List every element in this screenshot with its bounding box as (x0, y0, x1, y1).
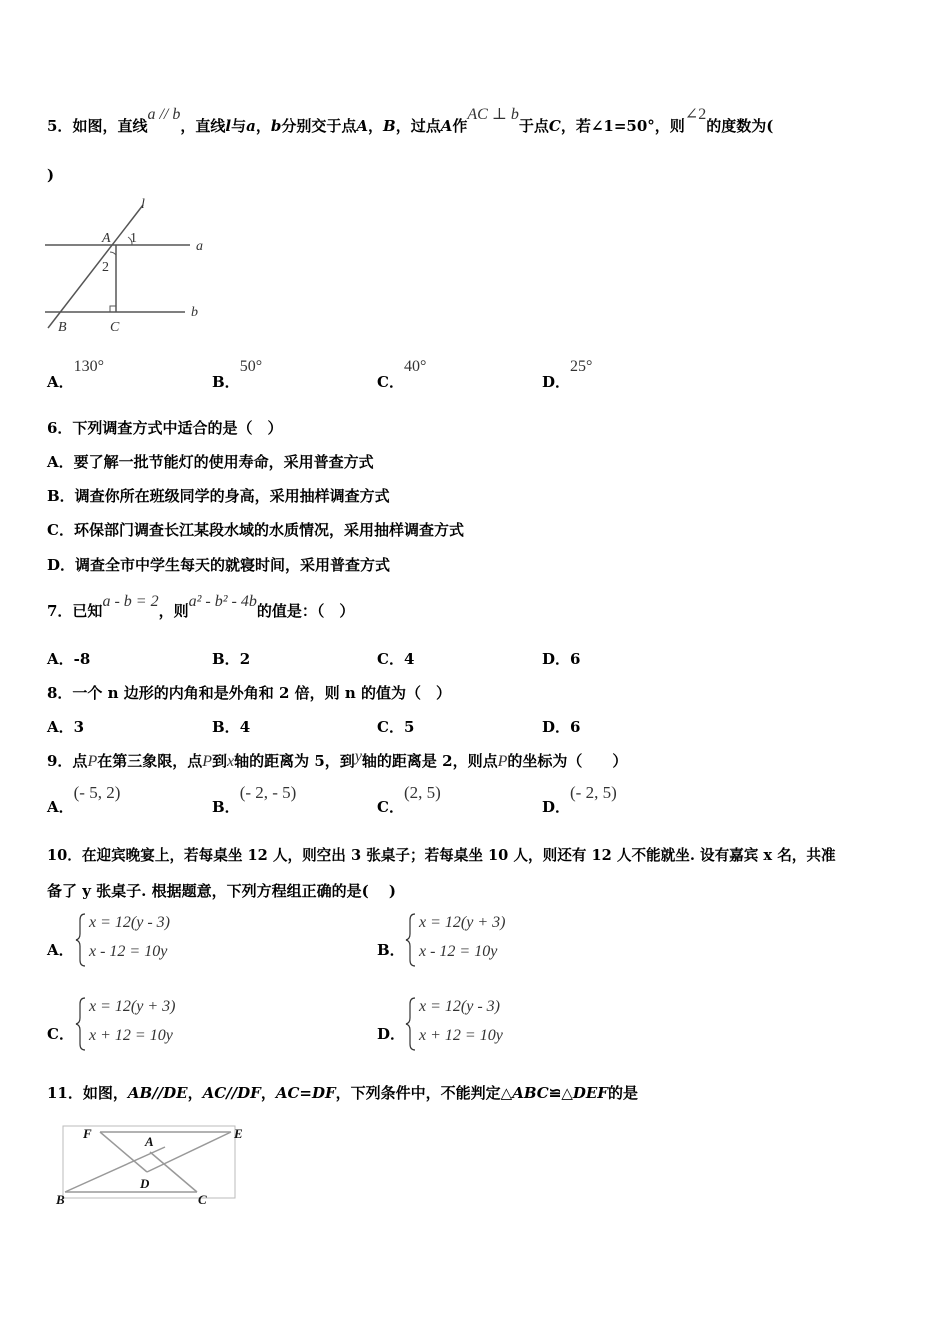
q10-stem-line2: 备了 y 张桌子. 根据题意，下列方程组正确的是( ) (47, 882, 397, 900)
q9-option-d[interactable] (542, 782, 617, 816)
q5-close-paren: ) (47, 166, 55, 184)
q11-math: AC//DF (202, 1084, 261, 1102)
q5-text: ， (255, 117, 271, 135)
option-label: B． (212, 650, 240, 668)
q5-var-l: l (225, 117, 232, 135)
q11-math: ABC (512, 1084, 549, 1102)
option-value: 130° (73, 358, 105, 375)
q9-var-y: y (354, 748, 362, 765)
q7-option-d[interactable] (542, 648, 580, 669)
q8-stem: 8．一个 n 边形的内角和是外角和 2 倍，则 n 的值为（ ） (47, 684, 452, 702)
q8-option-b[interactable] (212, 716, 250, 737)
option-label: A． (47, 798, 74, 816)
fig-label-B: B (56, 1192, 65, 1207)
option-label: D． (542, 798, 571, 816)
option-value: 25° (570, 358, 593, 375)
fig-label-1: 1 (130, 231, 137, 246)
q5-number: 5． (47, 117, 73, 135)
q5-option-d[interactable] (542, 355, 593, 391)
option-label: C． (377, 718, 404, 736)
equation-1: x = 12(y - 3) (419, 998, 500, 1015)
left-brace-icon (75, 912, 87, 968)
q11-text: 的是 (607, 1084, 638, 1102)
q11-math: AB//DE (127, 1084, 188, 1102)
q9-option-b[interactable] (212, 782, 297, 816)
q5-point-a: A (356, 117, 368, 135)
option-label: B． (212, 718, 240, 736)
q9-text: 到 (212, 752, 228, 770)
option-value: (- 2, - 5) (239, 783, 297, 802)
q6-option-b[interactable]: B．调查你所在班级同学的身高，采用抽样调查方式 (47, 487, 390, 505)
q7-option-c[interactable] (377, 648, 414, 669)
equation-1: x = 12(y - 3) (89, 914, 170, 931)
q11-text: = (299, 1084, 312, 1102)
q5-text: 作 (452, 117, 468, 135)
q5-var-a: a (246, 117, 256, 135)
q7-text: 7．已知 (47, 602, 103, 620)
option-label: B． (212, 798, 240, 816)
fig-label-A: A (102, 231, 111, 246)
equation-1: x = 12(y + 3) (89, 998, 176, 1015)
q10-stem-line1: 10．在迎宾晚宴上，若每桌坐 12 人，则空出 3 张桌子；若每桌坐 10 人，则还有 12 人不能就坐. 设有嘉宾 x 名，共准 (47, 847, 836, 864)
q11-figure (55, 1120, 250, 1210)
option-value: 6 (570, 650, 581, 668)
segment-ac (150, 1152, 197, 1192)
q6-option-d[interactable]: D．调查全市中学生每天的就寝时间，采用普查方式 (47, 556, 391, 574)
q8-option-c[interactable] (377, 716, 414, 737)
q9-option-a[interactable] (47, 782, 121, 816)
q9-text: 轴的距离是 2，则点 (361, 752, 498, 770)
fig-label-D: D (140, 1176, 150, 1191)
option-value: -8 (73, 650, 91, 668)
q9-text: 轴的距离为 5，到 (234, 752, 355, 770)
q8-option-d[interactable] (542, 716, 580, 737)
q7-math-expression: a² - b² - 4b (188, 593, 257, 610)
option-label: B． (377, 941, 405, 959)
q5-point-b: B (383, 117, 396, 135)
q11-math: AC (275, 1084, 300, 1102)
q11-text: 11．如图， (47, 1084, 128, 1102)
q9-var-p: P (87, 753, 98, 770)
q7-option-a[interactable] (47, 648, 90, 669)
q10-option-d[interactable] (377, 996, 597, 1052)
q5-text: 的度数为( (706, 117, 774, 135)
q9-var-p: P (497, 753, 508, 770)
q11-text: ， (260, 1084, 276, 1102)
equation-2: x - 12 = 10y (89, 943, 168, 960)
q11-math: DEF (572, 1084, 608, 1102)
q5-math-angle2: ∠2 (684, 106, 707, 123)
option-label: D． (542, 650, 571, 668)
option-value: 50° (239, 358, 263, 375)
q9-text: 在第三象限，点 (97, 752, 203, 770)
right-angle-mark (110, 306, 116, 312)
equation-2: x - 12 = 10y (419, 943, 498, 960)
q7-text: ，则 (158, 602, 189, 620)
q11-text: ，下列条件中，不能判定△ (335, 1084, 513, 1102)
q6-option-a[interactable]: A．要了解一批节能灯的使用寿命，采用普查方式 (47, 453, 374, 471)
equation-2: x + 12 = 10y (89, 1027, 173, 1044)
option-value: 2 (239, 650, 251, 668)
q11-stem (47, 1082, 638, 1103)
option-label: A． (47, 650, 74, 668)
q9-var-x: x (227, 753, 235, 770)
equation-2: x + 12 = 10y (419, 1027, 503, 1044)
q5-text: 与 (231, 117, 247, 135)
left-brace-icon (405, 912, 417, 968)
option-label: D． (542, 718, 571, 736)
q7-math-condition: a - b = 2 (102, 593, 159, 610)
option-value: 4 (239, 718, 251, 736)
q5-text: 分别交于点 (281, 117, 357, 135)
option-label: A． (47, 718, 74, 736)
q10-option-b[interactable] (377, 912, 597, 968)
q6-option-c[interactable]: C．环保部门调查长江某段水域的水质情况，采用抽样调查方式 (47, 521, 464, 539)
fig-label-b: b (191, 305, 198, 320)
fig-label-C: C (110, 320, 120, 335)
option-label: D． (377, 1025, 406, 1043)
option-label: A． (47, 373, 74, 391)
q5-text: ， (367, 117, 383, 135)
q11-math: DF (311, 1084, 336, 1102)
option-value: (2, 5) (403, 783, 441, 802)
option-label: C． (377, 650, 404, 668)
segment-de (147, 1132, 231, 1172)
q5-math-parallel: a // b (147, 106, 181, 123)
q5-var-b: b (270, 117, 282, 135)
q9-text: 9．点 (47, 752, 88, 770)
q10-option-a[interactable] (47, 912, 267, 968)
q9-text: 的坐标为（ ） (507, 752, 628, 770)
q6-stem: 6．下列调查方式中适合的是（ ） (47, 419, 283, 437)
q8-option-a[interactable] (47, 716, 84, 737)
q5-text: ，直线 (180, 117, 226, 135)
q7-text: 的值是：（ ） (256, 602, 355, 620)
fig-label-A: A (145, 1134, 154, 1149)
q9-var-p: P (202, 753, 213, 770)
q5-option-b[interactable] (212, 355, 263, 391)
q10-option-c[interactable] (47, 996, 267, 1052)
option-value: 40° (403, 358, 427, 375)
equation-1: x = 12(y + 3) (419, 914, 506, 931)
segment-ba (65, 1147, 165, 1192)
option-value: 3 (73, 718, 85, 736)
option-value: 5 (403, 718, 415, 736)
fig-label-a: a (196, 239, 203, 254)
option-label: C． (377, 373, 404, 391)
q5-figure (40, 195, 220, 340)
option-value: 6 (570, 718, 581, 736)
option-label: C． (377, 798, 404, 816)
q7-option-b[interactable] (212, 648, 250, 669)
fig-label-B: B (58, 320, 67, 335)
q11-text: ≌△ (548, 1084, 573, 1102)
option-value: 4 (403, 650, 415, 668)
q5-stem (47, 106, 774, 136)
fig-label-C: C (198, 1192, 207, 1207)
option-label: D． (542, 373, 571, 391)
q5-math-perp: AC ⊥ b (467, 106, 519, 123)
q5-text: 如图，直线 (72, 117, 148, 135)
q5-text: 于点 (518, 117, 549, 135)
q5-text: ，若∠1=50°，则 (560, 117, 685, 135)
q5-point-a: A (440, 117, 453, 135)
option-value: (- 5, 2) (73, 783, 121, 802)
fig-label-l: l (141, 197, 145, 212)
q5-point-c: C (548, 117, 561, 135)
option-value: (- 2, 5) (570, 783, 617, 802)
q5-option-a[interactable] (47, 355, 105, 391)
q9-stem (47, 750, 627, 771)
line-l (48, 205, 143, 328)
option-label: C． (47, 1025, 74, 1043)
q7-stem (47, 593, 355, 621)
left-brace-icon (75, 996, 87, 1052)
q9-option-c[interactable] (377, 782, 441, 816)
left-brace-icon (405, 996, 417, 1052)
option-label: B． (212, 373, 240, 391)
q11-text: ， (187, 1084, 203, 1102)
angle-2-arc (110, 252, 116, 255)
q5-option-c[interactable] (377, 355, 427, 391)
fig-label-F: F (83, 1126, 92, 1141)
q5-text: ，过点 (395, 117, 441, 135)
fig-label-2: 2 (102, 260, 109, 275)
option-label: A． (47, 941, 74, 959)
fig-label-E: E (234, 1126, 243, 1141)
